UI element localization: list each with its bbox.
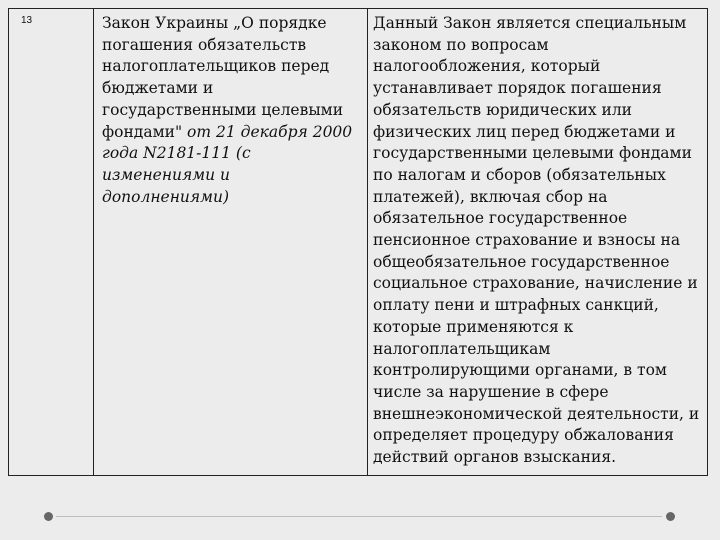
law-description: Данный Закон является специальным законом по вопросам налогообложения, который устанавливает порядок погашения обязательств юридических или физических лиц перед бюджетами и государственными целевыми фондами по налогам и сборов (обязательных платежей), включая сбор на обязательное государственное пенсионное страхование и взносы на общеобязательное государственное социальное страхование, начисление и оплату пени и штрафных санкций, которые применяются к налогоплательщикам контролирующими органами, в том числе за нарушение в сфере внешнеэкономической деятельности, и определяет процедуру обжалования действий органов взыскания. (368, 9, 708, 476)
right-bullet-decoration (666, 512, 675, 521)
law-table (8, 8, 708, 476)
law-title: Закон Украины „О порядке погашения обязательств налогоплательщиков перед бюджетами и государственными целевыми фондами" (102, 14, 344, 141)
law-title-cell (94, 9, 368, 476)
law-date-details: от 21 декабря 2000 года N2181-111 (с изменениями и дополнениями) (102, 122, 353, 206)
table-row (9, 9, 708, 476)
footer-divider (56, 516, 662, 517)
row-number: 13 (9, 9, 94, 476)
left-bullet-decoration (44, 512, 53, 521)
